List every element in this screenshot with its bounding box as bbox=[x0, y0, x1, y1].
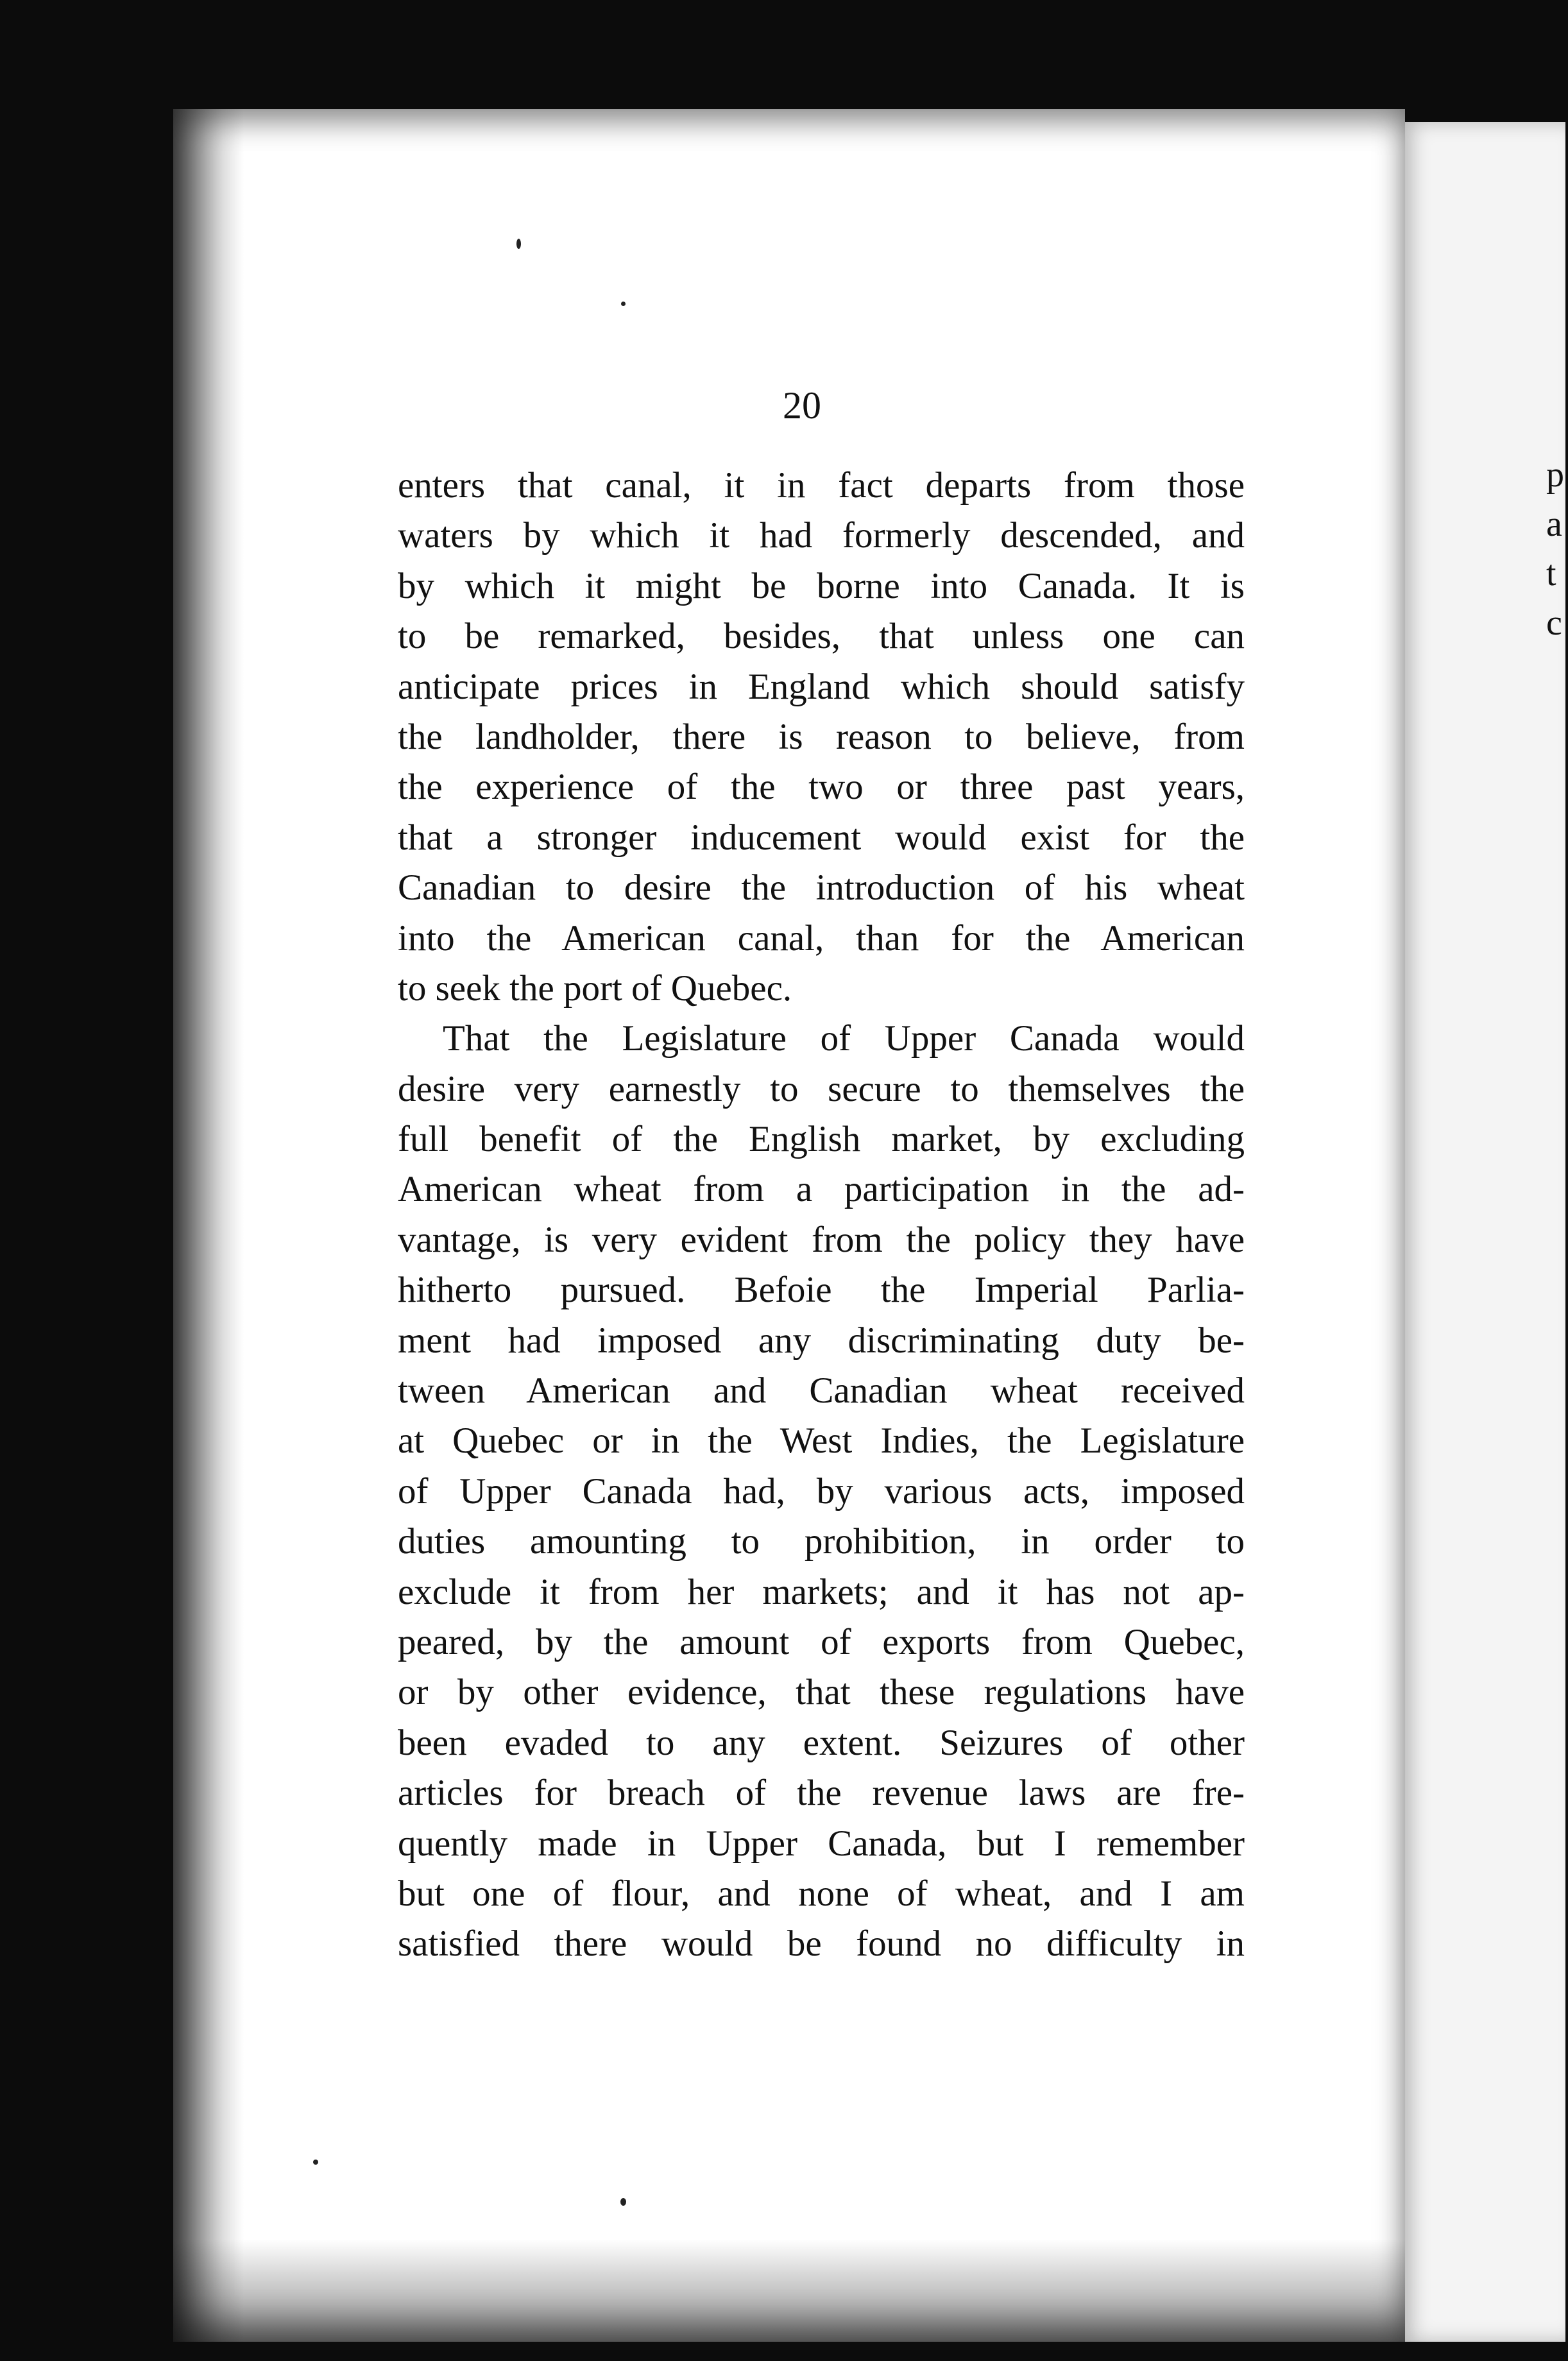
text-line: the experience of the two or three past years, bbox=[398, 767, 1245, 808]
text-line: tween American and Canadian wheat received bbox=[398, 1370, 1245, 1411]
text-line: ment had imposed any discriminating duty be- bbox=[398, 1320, 1245, 1361]
text-line: American wheat from a participation in the ad- bbox=[398, 1169, 1245, 1210]
text-line: duties amounting to prohibition, in order to bbox=[398, 1521, 1245, 1562]
text-line: by which it might be borne into Canada. It is bbox=[398, 565, 1245, 606]
text-line: Canadian to desire the introduction of his wheat bbox=[398, 867, 1245, 908]
text-line: of Upper Canada had, by various acts, imposed bbox=[398, 1470, 1245, 1512]
text-line: or by other evidence, that these regulations have bbox=[398, 1672, 1245, 1713]
text-line: enters that canal, it in fact departs from those bbox=[398, 465, 1245, 506]
text-line: anticipate prices in England which should satisfy bbox=[398, 666, 1245, 707]
text-line: to seek the port of Quebec. bbox=[398, 967, 792, 1009]
text-line: the landholder, there is reason to believe, from bbox=[398, 716, 1245, 757]
text-line: exclude it from her markets; and it has not ap- bbox=[398, 1571, 1245, 1612]
text-line: that a stronger inducement would exist for the bbox=[398, 817, 1245, 858]
text-line: waters by which it had formerly descended, and bbox=[398, 515, 1245, 556]
text-line: into the American canal, than for the American bbox=[398, 917, 1245, 959]
page-bottom-wear bbox=[173, 2239, 1405, 2342]
facing-page-fragment: t bbox=[1546, 554, 1556, 593]
page-number: 20 bbox=[783, 384, 821, 427]
facing-page-fragment: p bbox=[1546, 455, 1564, 495]
text-line: full benefit of the English market, by excluding bbox=[398, 1119, 1245, 1160]
facing-page-fragment: a bbox=[1546, 504, 1562, 544]
text-line: been evaded to any extent. Seizures of other bbox=[398, 1722, 1245, 1763]
body-text bbox=[398, 461, 1245, 1970]
page-edge-wear bbox=[173, 109, 244, 2342]
paper-speck bbox=[621, 302, 626, 306]
text-line: articles for breach of the revenue laws are fre- bbox=[398, 1773, 1245, 1814]
text-line: but one of flour, and none of wheat, and I am bbox=[398, 1873, 1245, 1914]
paper-speck bbox=[620, 2198, 626, 2206]
text-line: at Quebec or in the West Indies, the Legislature bbox=[398, 1420, 1245, 1462]
text-line: vantage, is very evident from the policy they have bbox=[398, 1219, 1245, 1260]
text-line: hitherto pursued. Befoie the Imperial Parlia- bbox=[398, 1270, 1245, 1311]
text-line: quently made in Upper Canada, but I remember bbox=[398, 1823, 1245, 1864]
facing-page-fragment: c bbox=[1546, 603, 1562, 643]
facing-page-edge bbox=[1399, 122, 1565, 2342]
text-line: That the Legislature of Upper Canada would bbox=[443, 1018, 1245, 1059]
text-line: satisfied there would be found no difficulty in bbox=[398, 1923, 1245, 1965]
text-line: peared, by the amount of exports from Quebec, bbox=[398, 1621, 1245, 1662]
paper-speck bbox=[313, 2160, 318, 2165]
text-line: desire very earnestly to secure to themselves the bbox=[398, 1068, 1245, 1109]
text-line: to be remarked, besides, that unless one can bbox=[398, 616, 1245, 657]
paper-speck bbox=[516, 239, 521, 249]
